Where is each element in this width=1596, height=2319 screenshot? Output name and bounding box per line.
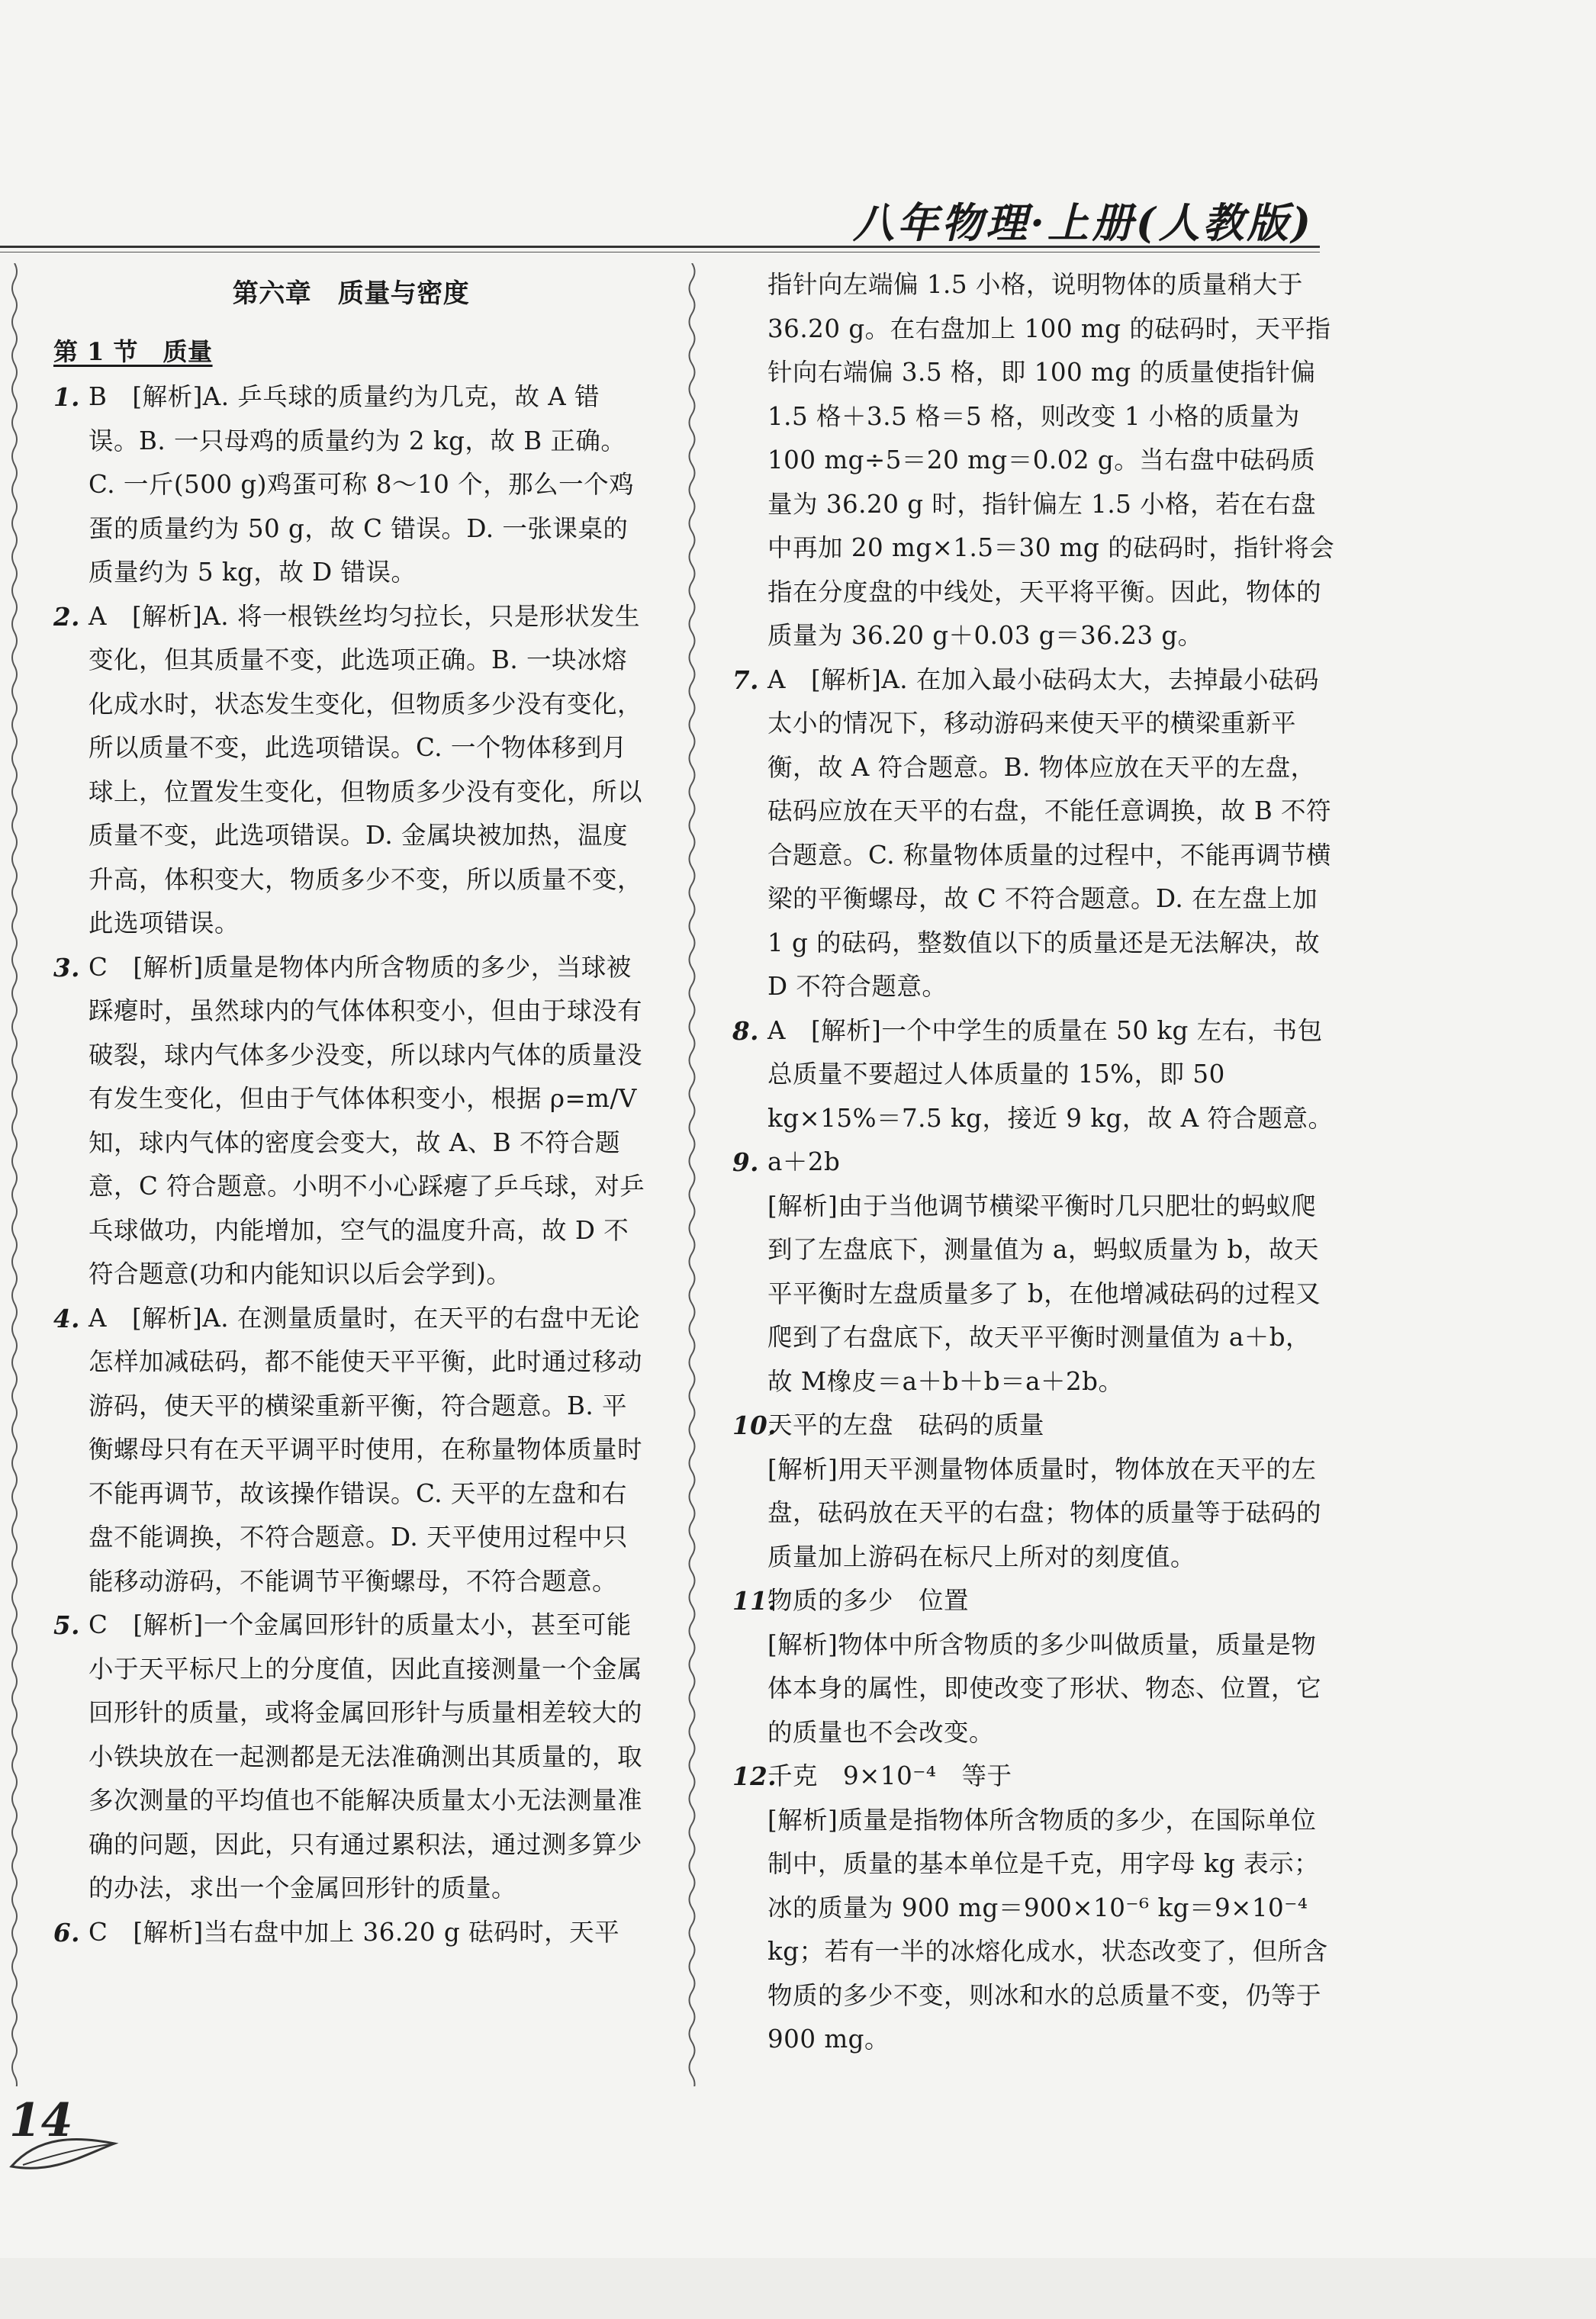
question-number: 8. <box>732 1015 759 1046</box>
left-column <box>53 263 648 1954</box>
analysis-text: [解析]用天平测量物体质量时，物体放在天平的左盘，砝码放在天平的右盘；物体的质量等于砝码的质量加上游码在标尺上所对的刻度值。 <box>767 1454 1322 1571</box>
answer-text: 物质的多少 位置 <box>767 1586 970 1615</box>
answer-text: C [解析]一个金属回形针的质量太小，甚至可能小于天平标尺上的分度值，因此直接测量一个金属回形针的质量，或将金属回形针与质量相差较大的小铁块放在一起测都是无法准确测出其质量的，取多次测量的平均值也不能解决质量太小无法测量准确的问题，因此，只有通过累积法，通过测多算少的办法，求出一个金属回形针的质量。 <box>88 1610 643 1902</box>
page-number: 14 <box>9 2094 73 2147</box>
wavy-border-left <box>8 263 21 2086</box>
question-number: 5. <box>53 1610 80 1640</box>
answer-text: B [解析]A. 乒乓球的质量约为几克，故 A 错误。B. 一只母鸡的质量约为 2 kg，故 B 正确。C. 一斤(500 g)鸡蛋可称 8～10 个，那么一个鸡蛋的质量约为 50 g，故 C 错误。D. 一张课桌的质量约为 5 kg，故 D 错误。 <box>88 382 635 587</box>
question-number: 9. <box>732 1147 759 1177</box>
answer-item <box>53 1911 648 1955</box>
header-rule <box>0 246 1320 248</box>
question-number: 12. <box>732 1761 777 1791</box>
answer-text: a＋2b <box>767 1147 841 1176</box>
answer-text: 千克 9×10⁻⁴ 等于 <box>767 1761 1012 1790</box>
chapter-title: 第六章 质量与密度 <box>232 278 470 309</box>
answer-item <box>53 595 648 946</box>
continued-paragraph: 指针向左端偏 1.5 小格，说明物体的质量稍大于 36.20 g。在右盘加上 100 mg 的砝码时，天平指针向右端偏 3.5 格，即 100 mg 的质量使指针偏 1.5 格＋3.5 格＝5 格，则改变 1 小格的质量为 100 mg÷5＝20 mg＝0.02 g。当右盘中砝码质量为 36.20 g 时，指针偏左 1.5 小格，若在右盘中再加 20 mg×1.5＝30 mg 的砝码时，指针将会指在分度盘的中线处，天平将平衡。因此，物体的质量为 36.20 g＋0.03 g＝36.23 g。 <box>767 270 1335 650</box>
answer-text: C [解析]质量是物体内所含物质的多少，当球被踩瘪时，虽然球内的气体体积变小，但由于球没有破裂，球内气体多少没变，所以球内气体的质量没有发生变化，但由于气体体积变小，根据 ρ=m/V 知，球内气体的密度会变大，故 A、B 不符合题意，C 符合题意。小明不小心踩瘪了乒乓球，对乒乓球做功，内能增加，空气的温度升高，故 D 不符合题意(功和内能知识以后会学到)。 <box>88 952 645 1288</box>
question-number: 7. <box>732 664 759 695</box>
answer-item <box>53 375 648 595</box>
answer-text: 天平的左盘 砝码的质量 <box>767 1410 1045 1439</box>
section-title: 第 1 节 质量 <box>53 336 213 366</box>
question-number: 2. <box>53 601 80 632</box>
question-number: 1. <box>53 382 80 412</box>
answer-item <box>732 658 1335 1009</box>
question-number: 3. <box>53 952 80 983</box>
answer-list-right <box>732 658 1335 2062</box>
answer-item <box>53 1297 648 1604</box>
answer-item <box>732 1009 1335 1141</box>
analysis-text: [解析]物体中所含物质的多少叫做质量，质量是物体本身的属性，即使改变了形状、物态、位置，它的质量也不会改变。 <box>767 1629 1322 1747</box>
question-number: 10. <box>732 1410 777 1440</box>
page-bottom-margin <box>0 2258 1596 2319</box>
answer-item <box>732 1755 1335 2062</box>
answer-list-left <box>53 375 648 1954</box>
book-title: 八年物理·上册(人教版) <box>853 198 1314 247</box>
wavy-column-divider <box>683 263 701 2086</box>
question-number: 11. <box>732 1586 777 1616</box>
answer-item <box>732 1404 1335 1579</box>
question-number: 6. <box>53 1917 80 1948</box>
answer-item <box>732 1579 1335 1755</box>
answer-text: A [解析]A. 在加入最小砝码太大，去掉最小砝码太小的情况下，移动游码来使天平的横梁重新平衡，故 A 符合题意。B. 物体应放在天平的左盘，砝码应放在天平的右盘，不能任意调换，故 B 不符合题意。C. 称量物体质量的过程中，不能再调节横梁的平衡螺母，故 C 不符合题意。D. 在左盘上加 1 g 的砝码，整数值以下的质量还是无法解决，故 D 不符合题意。 <box>767 664 1332 1001</box>
page-header <box>0 191 1320 247</box>
right-column <box>732 263 1335 2062</box>
answer-text: A [解析]A. 将一根铁丝均匀拉长，只是形状发生变化，但其质量不变，此选项正确。B. 一块冰熔化成水时，状态发生变化，但物质多少没有变化，所以质量不变，此选项错误。C. 一个物体移到月球上，位置发生变化，但物质多少没有变化，所以质量不变，此选项错误。D. 金属块被加热，温度升高，体积变大，物质多少不变，所以质量不变，此选项错误。 <box>88 601 643 938</box>
answer-text: A [解析]一个中学生的质量在 50 kg 左右，书包总质量不要超过人体质量的 15%，即 50 kg×15%＝7.5 kg，接近 9 kg，故 A 符合题意。 <box>767 1015 1334 1133</box>
analysis-text: [解析]由于当他调节横梁平衡时几只肥壮的蚂蚁爬到了左盘底下，测量值为 a，蚂蚁质量为 b，故天平平衡时左盘质量多了 b，在他增减砝码的过程又爬到了右盘底下，故天平平衡时测量值为 a＋b，故 M橡皮＝a＋b＋b＝a＋2b。 <box>767 1191 1321 1396</box>
answer-item <box>732 1140 1335 1404</box>
leaf-ornament-icon <box>8 2121 122 2189</box>
answer-text: C [解析]当右盘中加上 36.20 g 砝码时，天平 <box>88 1917 620 1947</box>
answer-item <box>53 946 648 1297</box>
answer-item <box>53 1603 648 1911</box>
answer-text: A [解析]A. 在测量质量时，在天平的右盘中无论怎样加减砝码，都不能使天平平衡，此时通过移动游码，使天平的横梁重新平衡，符合题意。B. 平衡螺母只有在天平调平时使用，在称量物体质量时不能再调节，故该操作错误。C. 天平的左盘和右盘不能调换，不符合题意。D. 天平使用过程中只能移动游码，不能调节平衡螺母，不符合题意。 <box>88 1303 643 1596</box>
analysis-text: [解析]质量是指物体所含物质的多少，在国际单位制中，质量的基本单位是千克，用字母 kg 表示；冰的质量为 900 mg＝900×10⁻⁶ kg＝9×10⁻⁴ kg；若有一半的冰熔化成水，状态改变了，但所含物质的多少不变，则冰和水的总质量不变，仍等于 900 mg。 <box>767 1805 1328 2054</box>
question-number: 4. <box>53 1303 80 1333</box>
